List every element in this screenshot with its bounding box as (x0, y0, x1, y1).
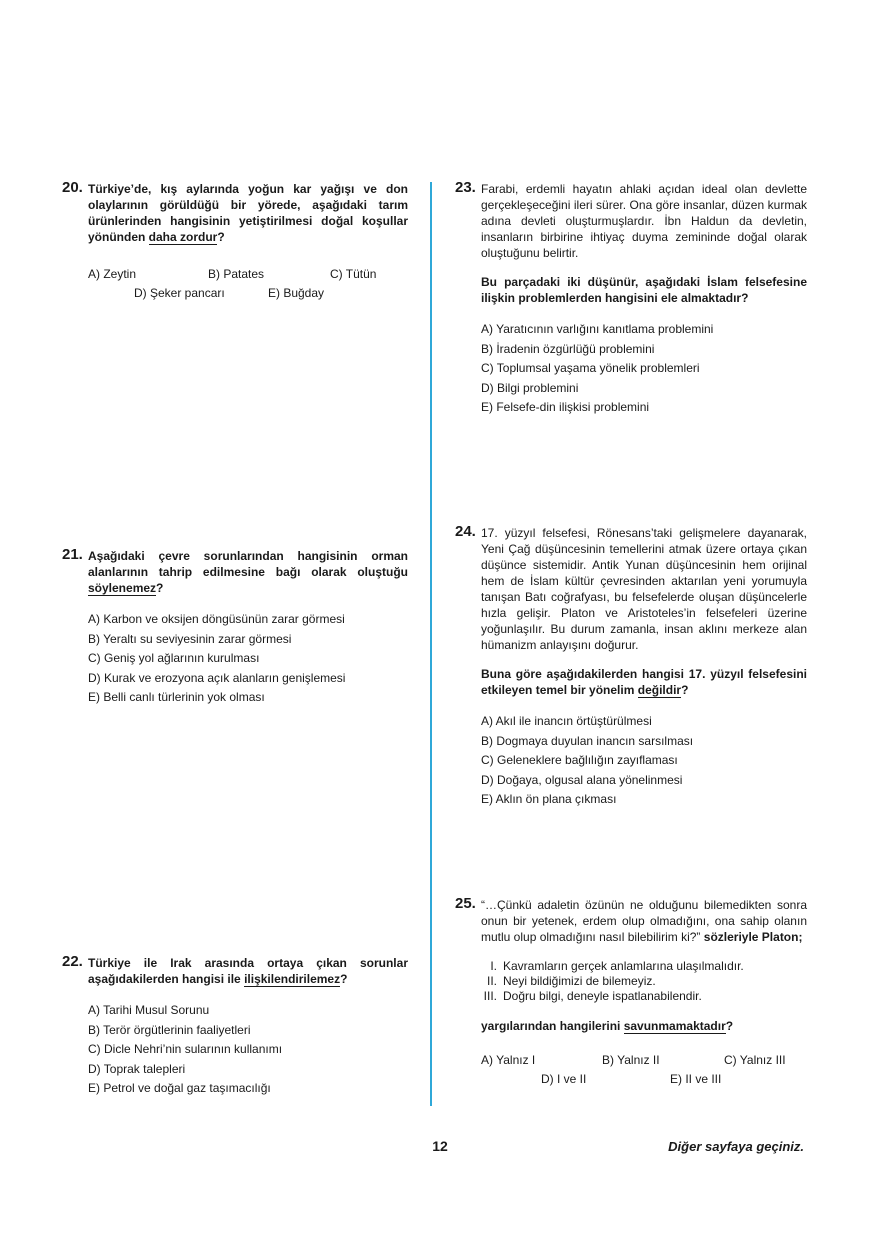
option-e[interactable]: E) Belli canlı türlerinin yok olması (88, 690, 265, 704)
option-b[interactable]: B) Patates (208, 267, 265, 281)
option-a[interactable]: A) Tarihi Musul Sorunu (88, 1003, 210, 1017)
option-b[interactable]: B) Dogmaya duyulan inancın sarsılması (481, 733, 694, 748)
page-number: 12 (432, 1138, 448, 1154)
next-page-note: Diğer sayfaya geçiniz. (668, 1139, 804, 1154)
answer-options (88, 1001, 408, 1099)
quote-passage: “…Çünkü adaletin özünün ne olduğunu bilemedikten sonra onun bir yetenek, erdem olup olmadığını, ona sahip olanın mutlu olup olmadığını nasıl bilebilirim ki?” sözleriyle Platon; (481, 898, 807, 944)
question-21 (62, 548, 408, 708)
question-number: 21. (62, 546, 83, 563)
option-a[interactable]: A) Akıl ile inancın örtüştürülmesi (481, 714, 652, 728)
option-a[interactable]: A) Yaratıcının varlığını kanıtlama problemini (481, 322, 714, 336)
statement: III. Doğru bilgi, deneyle ispatlanabilendir. (483, 989, 702, 1003)
option-a[interactable]: A) Zeytin (88, 267, 137, 281)
question-number: 25. (455, 895, 476, 912)
question-number: 23. (455, 179, 476, 196)
option-a[interactable]: A) Karbon ve oksijen döngüsünün zarar görmesi (88, 612, 345, 626)
option-d[interactable]: D) Toprak talepleri (88, 1061, 186, 1076)
option-d[interactable]: D) I ve II (541, 1072, 587, 1086)
question-number: 22. (62, 953, 83, 970)
question-stem: Aşağıdaki çevre sorunlarından hangisinin orman alanlarının tahrip edilmesine bağı olarak oluştuğu söylenemez? (88, 549, 408, 595)
option-e[interactable]: E) II ve III (670, 1072, 722, 1086)
statement-list (481, 959, 807, 1004)
column-divider (430, 182, 432, 1106)
underlined-keyword: savunmamaktadır (623, 1019, 726, 1033)
answer-options (88, 266, 408, 306)
option-e[interactable]: E) Felsefe-din ilişkisi problemini (481, 400, 650, 414)
underlined-keyword: ilişkilendirilemez (244, 972, 341, 986)
question-stem: Bu parçadaki iki düşünür, aşağıdaki İslam felsefesine ilişkin problemlerden hangisini ele almaktadır? (481, 275, 807, 305)
underlined-keyword: değildir (637, 683, 682, 697)
passage: 17. yüzyıl felsefesi, Rönesans’taki gelişmelere dayanarak, Yeni Çağ düşüncesinin temellerini atmak üzere ortaya çıkan düşünce sistemidir. Antik Yunan düşüncesinin hem orijinal hem de İslam kültür çevresinden aktarılan yeni yorumuyla tanışan Batı coğrafyası, bu felsefelerde oluşan düşüncelerle hızla gelişir. Platon ve Aristoteles’in felsefeleri üzerine yoğunlaşılır. Bu durum zamanla, insan aklını merkeze alan hümanizm anlayışını doğurur. (481, 526, 807, 652)
question-20 (62, 181, 408, 306)
option-d[interactable]: D) Bilgi problemini (481, 380, 579, 395)
question-stem: Türkiye ile Irak arasında ortaya çıkan sorunlar aşağıdakilerden hangisi ile ilişkilendirilemez? (88, 956, 408, 986)
passage: Farabi, erdemli hayatın ahlaki açıdan ideal olan devlette gerçekleşeceğini ileri sürer. Ona göre insanlar, düzen kurmak adına devleti oluşturmuşlardır. İbn Haldun da devletin, insanların birbirine ihtiyaç duyma zemininde doğal olarak oluştuğunu belirtir. (481, 182, 807, 260)
answer-options (88, 610, 408, 708)
option-c[interactable]: C) Toplumsal yaşama yönelik problemleri (481, 361, 700, 375)
question-stem: yargılarından hangilerini savunmamaktadır? (481, 1019, 734, 1033)
option-b[interactable]: B) Yeraltı su seviyesinin zarar görmesi (88, 631, 292, 646)
statement: II. Neyi bildiğimizi de bilemeyiz. (486, 974, 656, 988)
option-d[interactable]: D) Doğaya, olgusal alana yönelinmesi (481, 772, 683, 787)
question-stem: Türkiye’de, kış aylarında yoğun kar yağışı ve don olaylarının görüldüğü bir yörede, aşağıdaki tarım ürünlerinden hangisinin yetiştirilmesi doğal koşullar yönünden daha zordur? (88, 182, 408, 244)
underlined-keyword: daha zordur (148, 230, 218, 244)
answer-options (481, 1052, 807, 1092)
question-number: 20. (62, 179, 83, 196)
answer-options (481, 320, 807, 418)
option-c[interactable]: C) Tütün (330, 267, 377, 281)
option-c[interactable]: C) Yalnız III (724, 1053, 786, 1067)
option-c[interactable]: C) Geniş yol ağlarının kurulması (88, 651, 260, 665)
underlined-keyword: söylenemez (88, 581, 157, 595)
option-b[interactable]: B) Yalnız II (602, 1053, 660, 1067)
question-number: 24. (455, 523, 476, 540)
option-c[interactable]: C) Geleneklere bağlılığın zayıflaması (481, 753, 678, 767)
question-25 (455, 897, 807, 1092)
option-d[interactable]: D) Kurak ve erozyona açık alanların genişlemesi (88, 670, 346, 685)
question-22 (62, 955, 408, 1099)
question-24 (455, 525, 807, 810)
option-e[interactable]: E) Petrol ve doğal gaz taşımacılığı (88, 1081, 271, 1095)
option-e[interactable]: E) Buğday (268, 286, 325, 300)
option-d[interactable]: D) Şeker pancarı (134, 286, 225, 300)
statement: I. Kavramların gerçek anlamlarına ulaşılmalıdır. (490, 959, 744, 973)
option-b[interactable]: B) İradenin özgürlüğü problemini (481, 341, 655, 356)
question-stem: Buna göre aşağıdakilerden hangisi 17. yüzyıl felsefesini etkileyen temel bir yönelim değildir? (481, 667, 807, 697)
option-b[interactable]: B) Terör örgütlerinin faaliyetleri (88, 1022, 251, 1037)
question-23 (455, 181, 807, 418)
option-a[interactable]: A) Yalnız I (481, 1053, 536, 1067)
option-c[interactable]: C) Dicle Nehri’nin sularının kullanımı (88, 1042, 283, 1056)
answer-options (481, 712, 807, 810)
option-e[interactable]: E) Aklın ön plana çıkması (481, 792, 617, 806)
